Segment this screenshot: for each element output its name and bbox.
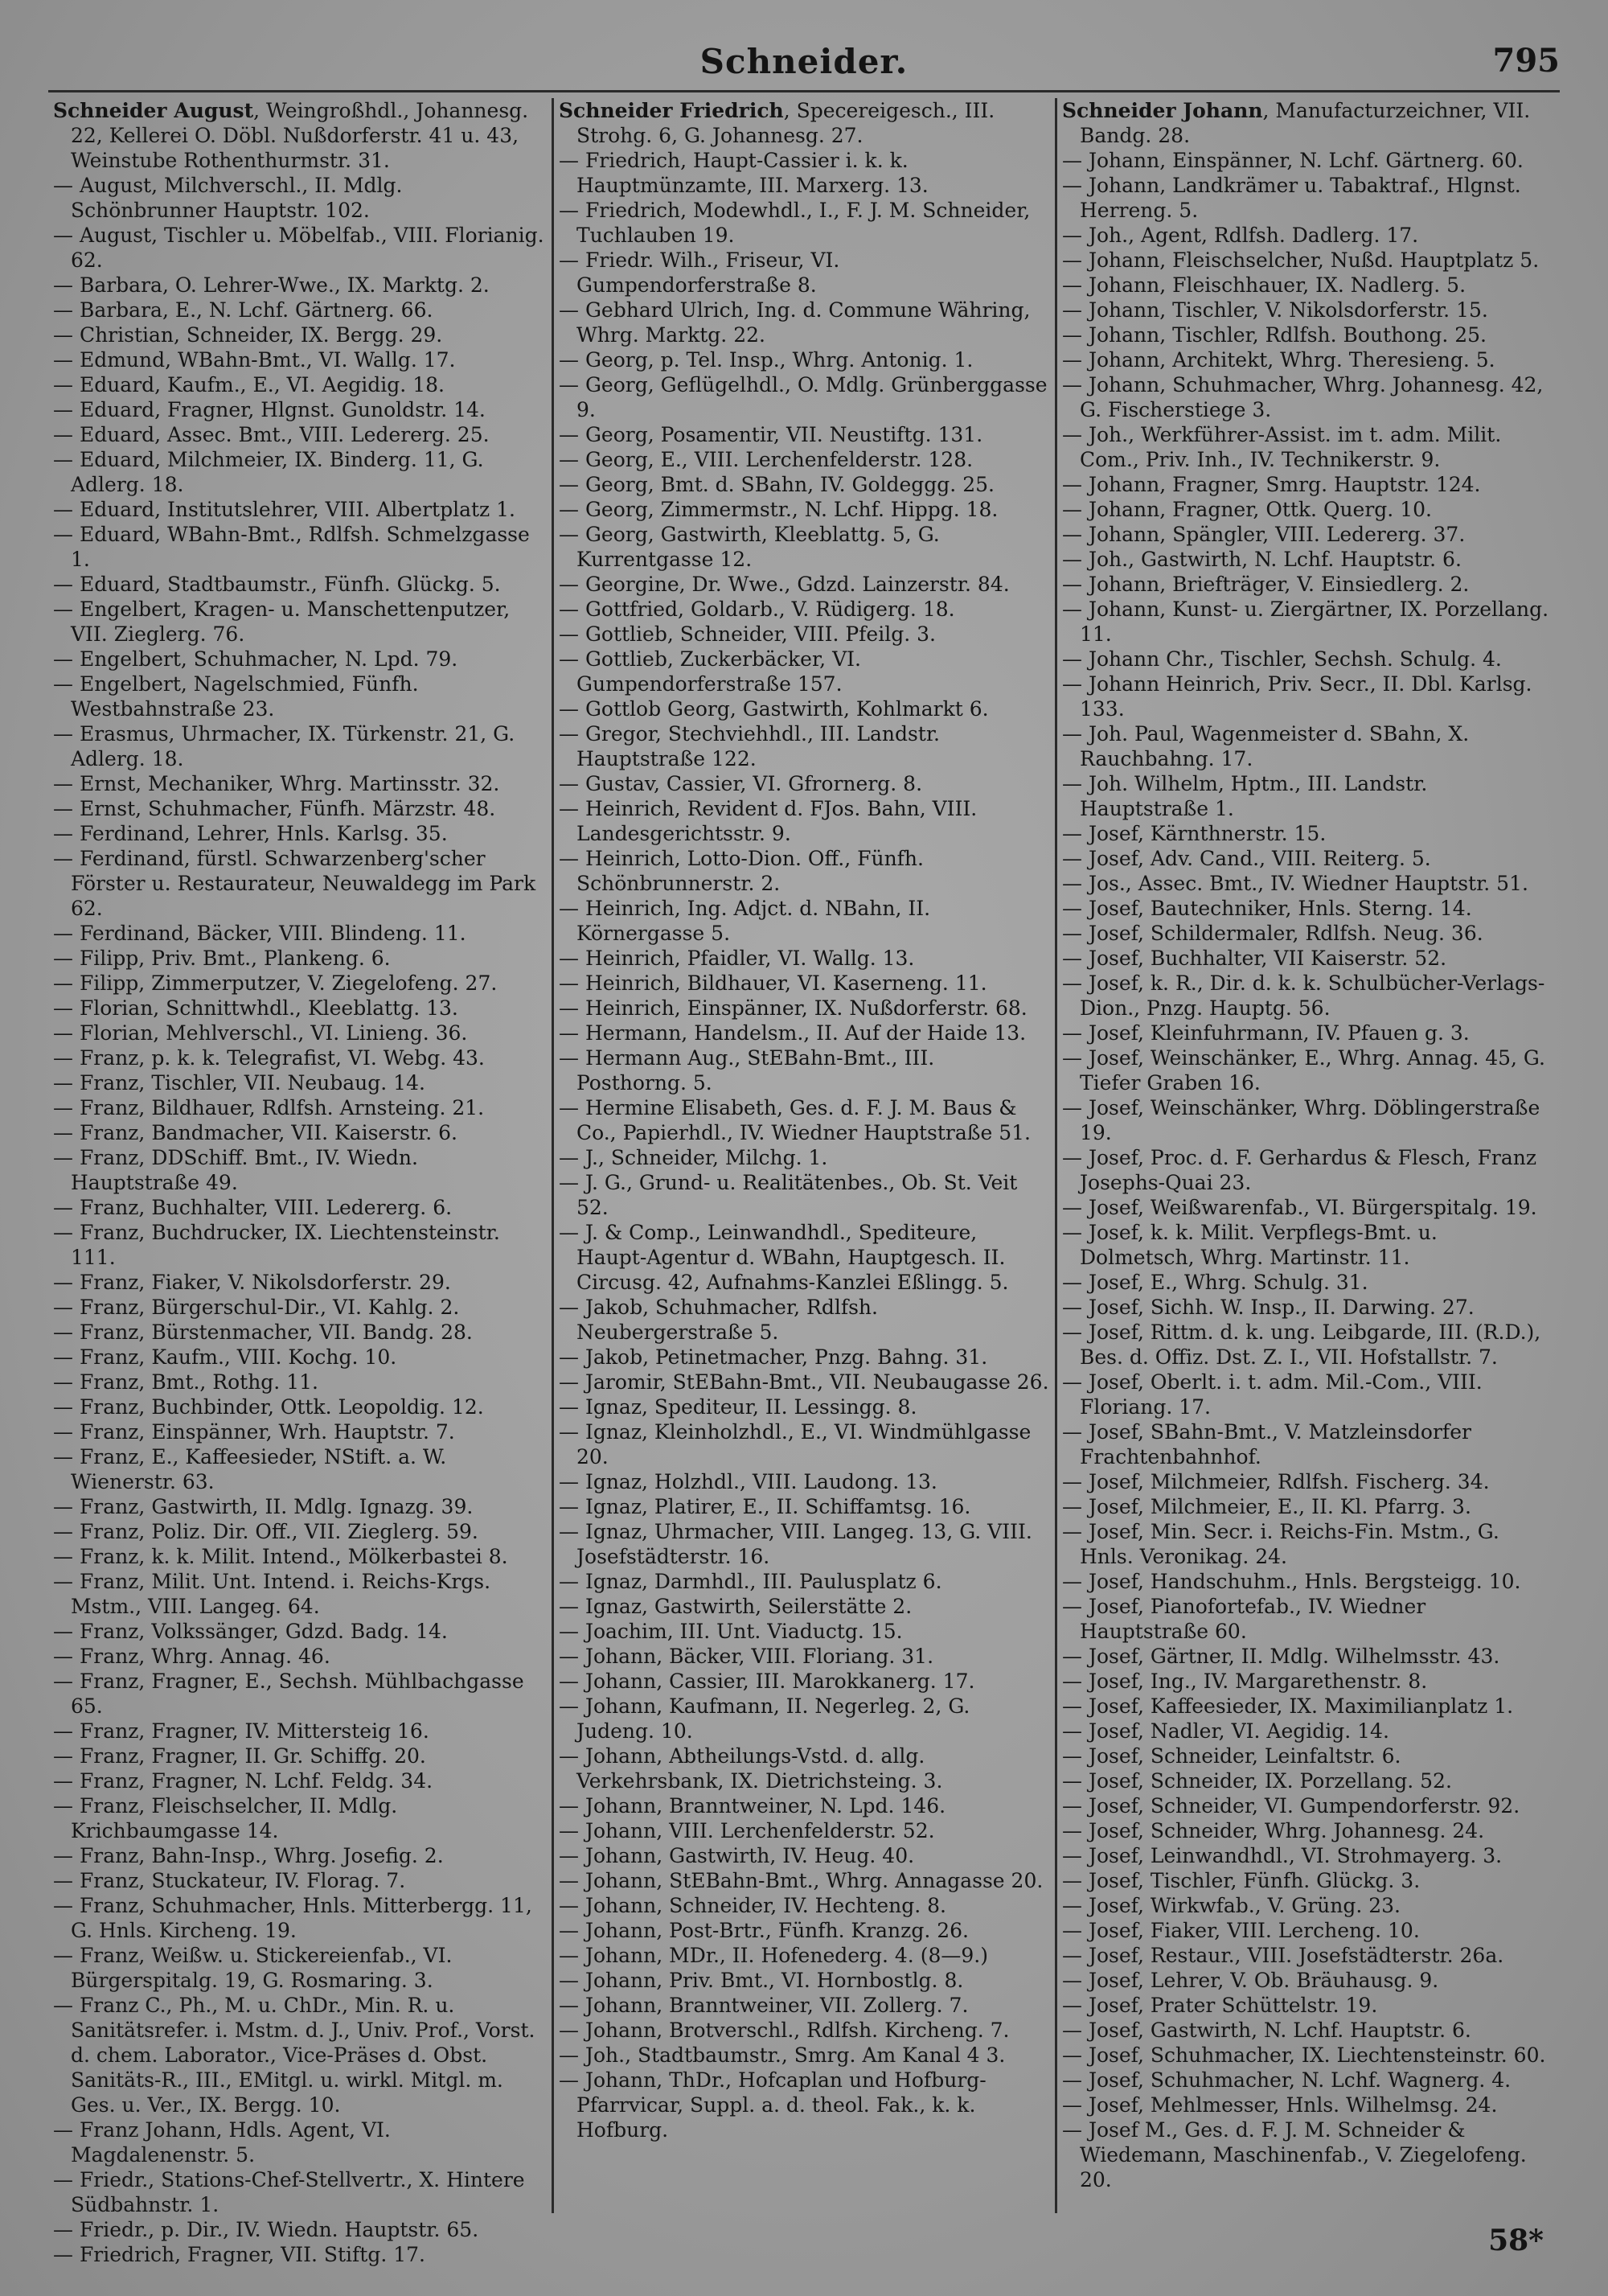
directory-entry: — Georg, p. Tel. Insp., Whrg. Antonig. 1. bbox=[559, 348, 974, 372]
directory-entry: — Gottlob Georg, Gastwirth, Kohlmarkt 6. bbox=[559, 697, 989, 721]
directory-entry: — Johann, Kunst- u. Ziergärtner, IX. Porzellang. 11. bbox=[1062, 598, 1549, 646]
directory-entry: — Edmund, WBahn-Bmt., VI. Wallg. 17. bbox=[53, 348, 456, 372]
directory-entry: — Franz, Weißw. u. Stickereienfab., VI. Bürgerspitalg. 19, G. Rosmaring. 3. bbox=[53, 1944, 453, 1992]
directory-entry: — Franz, Buchbinder, Ottk. Leopoldig. 12. bbox=[53, 1395, 484, 1419]
directory-entry: — Johann, Einspänner, N. Lchf. Gärtnerg. 60. bbox=[1062, 149, 1524, 172]
directory-entry: — Ignaz, Uhrmacher, VIII. Langeg. 13, G. VIII. Josefstädterstr. 16. bbox=[559, 1520, 1032, 1568]
directory-entry: — Ignaz, Kleinholzhdl., E., VI. Windmühlgasse 20. bbox=[559, 1420, 1032, 1468]
directory-entry: — Johann, Post-Brtr., Fünfh. Kranzg. 26. bbox=[559, 1919, 969, 1942]
directory-entry: — Georg, Gastwirth, Kleeblattg. 5, G. Kurrentgasse 12. bbox=[559, 523, 940, 571]
directory-entry: — Franz, Fragner, E., Sechsh. Mühlbachgasse 65. bbox=[53, 1670, 524, 1718]
directory-entry: — Franz, Kaufm., VIII. Kochg. 10. bbox=[53, 1345, 397, 1369]
directory-entry: — Franz, k. k. Milit. Intend., Mölkerbastei 8. bbox=[53, 1545, 508, 1568]
directory-entry: — Josef, Prater Schüttelstr. 19. bbox=[1062, 1994, 1378, 2017]
directory-entry: — Franz, Bandmacher, VII. Kaiserstr. 6. bbox=[53, 1121, 457, 1144]
directory-entry: — Engelbert, Nagelschmied, Fünfh. Westbahnstraße 23. bbox=[53, 672, 419, 721]
directory-entry: — Johann, Gastwirth, IV. Heug. 40. bbox=[559, 1844, 915, 1867]
directory-entry: — Heinrich, Bildhauer, VI. Kaserneng. 11. bbox=[559, 971, 987, 995]
directory-entry: — Joh., Werkführer-Assist. im t. adm. Milit. Com., Priv. Inh., IV. Technikerstr. 9. bbox=[1062, 423, 1502, 471]
directory-entry: — Ignaz, Darmhdl., III. Paulusplatz 6. bbox=[559, 1570, 942, 1593]
directory-entry: — Heinrich, Lotto-Dion. Off., Fünfh. Schönbrunnerstr. 2. bbox=[559, 847, 924, 895]
directory-entry: — Johann, Fleischselcher, Nußd. Hauptplatz 5. bbox=[1062, 248, 1540, 272]
directory-entry: — Christian, Schneider, IX. Bergg. 29. bbox=[53, 323, 443, 347]
directory-entry: — Josef, Tischler, Fünfh. Glückg. 3. bbox=[1062, 1869, 1421, 1892]
directory-entry: — Josef, Min. Secr. i. Reichs-Fin. Mstm., G. Hnls. Veronikag. 24. bbox=[1062, 1520, 1499, 1568]
directory-entry: — Johann, Tischler, V. Nikolsdorferstr. 15. bbox=[1062, 298, 1488, 322]
page-title: Schneider. bbox=[699, 42, 909, 81]
directory-entry: — J., Schneider, Milchg. 1. bbox=[559, 1146, 828, 1169]
directory-entry: — Johann, Brotverschl., Rdlfsh. Kircheng. 7. bbox=[559, 2019, 1010, 2042]
directory-entry: — Gottlieb, Zuckerbäcker, VI. Gumpendorferstraße 157. bbox=[559, 647, 861, 696]
directory-entry: — Josef, Ing., IV. Margarethenstr. 8. bbox=[1062, 1670, 1428, 1693]
directory-entry: — Eduard, Stadtbaumstr., Fünfh. Glückg. 5. bbox=[53, 573, 501, 596]
directory-entry: — Josef, Mehlmesser, Hnls. Wilhelmsg. 24. bbox=[1062, 2093, 1498, 2117]
directory-entry: — Josef, SBahn-Bmt., V. Matzleinsdorfer Frachtenbahnhof. bbox=[1062, 1420, 1471, 1468]
directory-entry: — Hermann, Handelsm., II. Auf der Haide 13. bbox=[559, 1021, 1027, 1045]
directory-entry: — Franz, Bahn-Insp., Whrg. Josefig. 2. bbox=[53, 1844, 444, 1867]
directory-entry: — Franz, Volkssänger, Gdzd. Badg. 14. bbox=[53, 1620, 448, 1643]
directory-entry: — Franz, Buchdrucker, IX. Liechtensteinstr. 111. bbox=[53, 1221, 500, 1269]
directory-entry: — Franz, Gastwirth, II. Mdlg. Ignazg. 39. bbox=[53, 1495, 474, 1518]
directory-entry: — Johann, Abtheilungs-Vstd. d. allg. Verkehrsbank, IX. Dietrichsteing. 3. bbox=[559, 1744, 943, 1793]
directory-entry: — Franz, DDSchiff. Bmt., IV. Wiedn. Hauptstraße 49. bbox=[53, 1146, 418, 1194]
directory-entry: — Franz, Bürstenmacher, VII. Bandg. 28. bbox=[53, 1321, 473, 1344]
directory-entry: — Friedr. Wilh., Friseur, VI. Gumpendorferstraße 8. bbox=[559, 248, 840, 297]
directory-entry: — Franz, Schuhmacher, Hnls. Mitterbergg. 11, G. Hnls. Kircheng. 19. bbox=[53, 1894, 532, 1942]
directory-entry: — Josef, Proc. d. F. Gerhardus & Flesch, Franz Josephs-Quai 23. bbox=[1062, 1146, 1537, 1194]
directory-entry: — Josef, Weinschänker, E., Whrg. Annag. 45, G. Tiefer Graben 16. bbox=[1062, 1046, 1545, 1095]
directory-entry: — Georg, Geflügelhdl., O. Mdlg. Grünberggasse 9. bbox=[559, 373, 1048, 421]
directory-entry: — Heinrich, Ing. Adjct. d. NBahn, II. Körnergasse 5. bbox=[559, 897, 931, 945]
directory-entry: — Jaromir, StEBahn-Bmt., VII. Neubaugasse 26. bbox=[559, 1370, 1049, 1394]
directory-entry: — Eduard, WBahn-Bmt., Rdlfsh. Schmelzgasse 1. bbox=[53, 523, 530, 571]
directory-entry: — Franz, Bürgerschul-Dir., VI. Kahlg. 2. bbox=[53, 1296, 460, 1319]
directory-entry: — Barbara, E., N. Lchf. Gärtnerg. 66. bbox=[53, 298, 433, 322]
directory-entry: — Friedrich, Modewhdl., I., F. J. M. Schneider, Tuchlauben 19. bbox=[559, 199, 1031, 247]
directory-entry: — Georg, Posamentir, VII. Neustiftg. 131. bbox=[559, 423, 983, 446]
directory-entry: — Franz, p. k. k. Telegrafist, VI. Webg. 43. bbox=[53, 1046, 485, 1070]
directory-entry: — Josef, Buchhalter, VII Kaiserstr. 52. bbox=[1062, 947, 1447, 970]
directory-entry: — Franz, Fleischselcher, II. Mdlg. Krichbaumgasse 14. bbox=[53, 1794, 398, 1842]
directory-entry: — Friedrich, Fragner, VII. Stiftg. 17. bbox=[53, 2243, 426, 2266]
directory-entry: — Franz, Fragner, N. Lchf. Feldg. 34. bbox=[53, 1769, 433, 1793]
directory-entry: — Jakob, Petinetmacher, Pnzg. Bahng. 31. bbox=[559, 1345, 988, 1369]
directory-entry: — Josef, Schneider, VI. Gumpendorferstr. 92. bbox=[1062, 1794, 1520, 1817]
directory-entry: — Josef, E., Whrg. Schulg. 31. bbox=[1062, 1271, 1368, 1294]
directory-entry: — Ignaz, Spediteur, II. Lessingg. 8. bbox=[559, 1395, 917, 1419]
directory-entry: — Josef M., Ges. d. F. J. M. Schneider & Wiedemann, Maschinenfab., V. Ziegelofeng. 20. bbox=[1062, 2118, 1527, 2191]
directory-entry: — Franz, E., Kaffeesieder, NStift. a. W. Wienerstr. 63. bbox=[53, 1445, 447, 1493]
directory-entry: — Jos., Assec. Bmt., IV. Wiedner Hauptstr. 51. bbox=[1062, 872, 1528, 895]
directory-entry: — Josef, Restaur., VIII. Josefstädterstr. 26a. bbox=[1062, 1944, 1504, 1967]
directory-entry: — Josef, Handschuhm., Hnls. Bergsteigg. 10. bbox=[1062, 1570, 1521, 1593]
directory-entry: — Franz, Stuckateur, IV. Florag. 7. bbox=[53, 1869, 406, 1892]
page-number: 795 bbox=[1492, 42, 1560, 80]
directory-entry: — Josef, Leinwandhdl., VI. Strohmayerg. 3. bbox=[1062, 1844, 1503, 1867]
directory-entry: — J. G., Grund- u. Realitätenbes., Ob. St. Veit 52. bbox=[559, 1171, 1018, 1219]
directory-entry: — Johann, ThDr., Hofcaplan und Hofburg-Pfarrvicar, Suppl. a. d. theol. Fak., k. k. Hofburg. bbox=[559, 2068, 987, 2142]
directory-entry: — Friedr., p. Dir., IV. Wiedn. Hauptstr. 65. bbox=[53, 2218, 479, 2241]
directory-entry: — Josef, Bautechniker, Hnls. Sterng. 14. bbox=[1062, 897, 1472, 920]
directory-entry: — Johann, Fleischhauer, IX. Nadlerg. 5. bbox=[1062, 273, 1466, 297]
directory-entry: — Franz, Bmt., Rothg. 11. bbox=[53, 1370, 318, 1394]
directory-entry: — Josef, Sichh. W. Insp., II. Darwing. 27. bbox=[1062, 1296, 1475, 1319]
directory-entry: — Josef, Fiaker, VIII. Lercheng. 10. bbox=[1062, 1919, 1420, 1942]
directory-entry: — Engelbert, Kragen- u. Manschettenputzer, VII. Zieglerg. 76. bbox=[53, 598, 511, 646]
directory-entry: — Franz, Milit. Unt. Intend. i. Reichs-Krgs. Mstm., VIII. Langeg. 64. bbox=[53, 1570, 491, 1618]
directory-entry: — Franz, Poliz. Dir. Off., VII. Zieglerg. 59. bbox=[53, 1520, 478, 1543]
directory-entry: — Johann, Branntweiner, N. Lpd. 146. bbox=[559, 1794, 946, 1817]
directory-entry: — Barbara, O. Lehrer-Wwe., IX. Marktg. 2. bbox=[53, 273, 490, 297]
directory-entry: — Johann Chr., Tischler, Sechsh. Schulg. 4. bbox=[1062, 647, 1502, 671]
directory-entry: — Eduard, Fragner, Hlgnst. Gunoldstr. 14. bbox=[53, 398, 486, 421]
directory-entry: — Franz, Fragner, IV. Mittersteig 16. bbox=[53, 1719, 429, 1743]
directory-entry: — Josef, Milchmeier, E., II. Kl. Pfarrg. 3. bbox=[1062, 1495, 1471, 1518]
directory-entry: — Eduard, Milchmeier, IX. Binderg. 11, G. Adlerg. 18. bbox=[53, 448, 484, 496]
directory-entry: — Gregor, Stechviehhdl., III. Landstr. Hauptstraße 122. bbox=[559, 722, 940, 770]
directory-entry: — Franz, Whrg. Annag. 46. bbox=[53, 1645, 330, 1668]
directory-entry: — Johann, VIII. Lerchenfelderstr. 52. bbox=[559, 1819, 935, 1842]
directory-entry: — Johann, MDr., II. Hofenederg. 4. (8—9.) bbox=[559, 1944, 988, 1967]
directory-entry: — Johann, Priv. Bmt., VI. Hornbostlg. 8. bbox=[559, 1969, 964, 1992]
directory-entry: — Heinrich, Einspänner, IX. Nußdorferstr. 68. bbox=[559, 996, 1028, 1020]
directory-entry: — Gebhard Ulrich, Ing. d. Commune Währing, Whrg. Marktg. 22. bbox=[559, 298, 1031, 347]
directory-entry: — Josef, Milchmeier, Rdlfsh. Fischerg. 34. bbox=[1062, 1470, 1490, 1493]
directory-entry: — Eduard, Institutslehrer, VIII. Albertplatz 1. bbox=[53, 498, 515, 521]
directory-entry: — Josef, Pianofortefab., IV. Wiedner Hauptstraße 60. bbox=[1062, 1595, 1426, 1643]
directory-entry: — Josef, Weinschänker, Whrg. Döblingerstraße 19. bbox=[1062, 1096, 1540, 1144]
directory-entry: — Joh., Stadtbaumstr., Smrg. Am Kanal 4 3. bbox=[559, 2043, 1006, 2067]
directory-entry: — Josef, Schneider, Leinfaltstr. 6. bbox=[1062, 1744, 1401, 1768]
directory-entry: — Josef, Gastwirth, N. Lchf. Hauptstr. 6. bbox=[1062, 2019, 1471, 2042]
directory-entry: — Josef, Schuhmacher, IX. Liechtensteinstr. 60. bbox=[1062, 2043, 1546, 2067]
directory-entry: — Josef, Gärtner, II. Mdlg. Wilhelmsstr. 43. bbox=[1062, 1645, 1500, 1668]
directory-entry: — Joh., Agent, Rdlfsh. Dadlerg. 17. bbox=[1062, 224, 1419, 247]
directory-entry: — Gottlieb, Schneider, VIII. Pfeilg. 3. bbox=[559, 622, 936, 646]
directory-entry: — Johann, Fragner, Smrg. Hauptstr. 124. bbox=[1062, 473, 1481, 496]
directory-entry: — Josef, Adv. Cand., VIII. Reiterg. 5. bbox=[1062, 847, 1431, 870]
directory-entry: — Josef, Rittm. d. k. ung. Leibgarde, III. (R.D.), Bes. d. Offiz. Dst. Z. I., VII. Hofstallstr. 7. bbox=[1062, 1321, 1541, 1369]
directory-entry: Schneider August, Weingroßhdl., Johannesg. 22, Kellerei O. Döbl. Nußdorferstr. 41 u. 43, Weinstube Rothenthurmstr. 31. bbox=[53, 99, 529, 172]
directory-entry: — Johann, StEBahn-Bmt., Whrg. Annagasse 20. bbox=[559, 1869, 1044, 1892]
directory-entry: — Johann, Bäcker, VIII. Floriang. 31. bbox=[559, 1645, 934, 1668]
directory-entry: — Johann, Landkrämer u. Tabaktraf., Hlgnst. Herreng. 5. bbox=[1062, 174, 1521, 222]
directory-entry: — Johann, Briefträger, V. Einsiedlerg. 2. bbox=[1062, 573, 1470, 596]
directory-entry: — Franz, Einspänner, Wrh. Hauptstr. 7. bbox=[53, 1420, 455, 1444]
directory-entry: — Ferdinand, Bäcker, VIII. Blindeng. 11. bbox=[53, 922, 466, 945]
directory-entry: — Hermann Aug., StEBahn-Bmt., III. Posthorng. 5. bbox=[559, 1046, 935, 1095]
directory-entry: — Heinrich, Revident d. FJos. Bahn, VIII. Landesgerichtsstr. 9. bbox=[559, 797, 978, 845]
directory-entry: — Eduard, Assec. Bmt., VIII. Ledererg. 25. bbox=[53, 423, 490, 446]
directory-entry: — Franz, Bildhauer, Rdlfsh. Arnsteing. 21. bbox=[53, 1096, 485, 1119]
directory-entry: Schneider Friedrich, Specereigesch., III. Strohg. 6, G. Johannesg. 27. bbox=[559, 99, 995, 147]
directory-entry: — Ignaz, Gastwirth, Seilerstätte 2. bbox=[559, 1595, 913, 1618]
directory-entry: — Josef, Weißwarenfab., VI. Bürgerspitalg. 19. bbox=[1062, 1196, 1537, 1219]
directory-entry: — Josef, k. R., Dir. d. k. k. Schulbücher-Verlags-Dion., Pnzg. Hauptg. 56. bbox=[1062, 971, 1545, 1020]
directory-entry: — Johann, Fragner, Ottk. Querg. 10. bbox=[1062, 498, 1432, 521]
directory-entry: — Engelbert, Schuhmacher, N. Lpd. 79. bbox=[53, 647, 458, 671]
directory-entry: — Gottfried, Goldarb., V. Rüdigerg. 18. bbox=[559, 598, 955, 621]
directory-entry: — Georgine, Dr. Wwe., Gdzd. Lainzerstr. 84. bbox=[559, 573, 1010, 596]
directory-entry: — Josef, Nadler, VI. Aegidig. 14. bbox=[1062, 1719, 1389, 1743]
directory-entry: — Josef, Schneider, Whrg. Johannesg. 24. bbox=[1062, 1819, 1485, 1842]
directory-entry: — Josef, Lehrer, V. Ob. Bräuhausg. 9. bbox=[1062, 1969, 1439, 1992]
directory-entry: — Josef, Schneider, IX. Porzellang. 52. bbox=[1062, 1769, 1452, 1793]
directory-entry: — Franz C., Ph., M. u. ChDr., Min. R. u. Sanitätsrefer. i. Mstm. d. J., Univ. Prof., Vorst. d. chem. Laborator., Vice-Präses d. Obst. Sanitäts-R., III., EMitgl. u. wirkl. Mitgl. m. Ges. u. Ver., IX. Bergg. 10. bbox=[53, 1994, 535, 2117]
directory-entry: — Josef, Kärnthnerstr. 15. bbox=[1062, 822, 1327, 845]
directory-entry: — Friedr., Stations-Chef-Stellvertr., X. Hintere Südbahnstr. 1. bbox=[53, 2168, 525, 2216]
directory-entry: — Hermine Elisabeth, Ges. d. F. J. M. Baus & Co., Papierhdl., IV. Wiedner Hauptstraße 51. bbox=[559, 1096, 1031, 1144]
directory-entry: — Johann, Tischler, Rdlfsh. Bouthong. 25. bbox=[1062, 323, 1487, 347]
directory-entry: — Johann, Spängler, VIII. Ledererg. 37. bbox=[1062, 523, 1466, 546]
directory-entry: — Josef, Schildermaler, Rdlfsh. Neug. 36. bbox=[1062, 922, 1483, 945]
directory-entry: — Heinrich, Pfaidler, VI. Wallg. 13. bbox=[559, 947, 915, 970]
directory-entry: — Georg, E., VIII. Lerchenfelderstr. 128. bbox=[559, 448, 974, 471]
directory-entry: Schneider Johann, Manufacturzeichner, VII. Bandg. 28. bbox=[1062, 99, 1531, 147]
directory-entry: — Franz, Fragner, II. Gr. Schiffg. 20. bbox=[53, 1744, 426, 1768]
directory-entry: — Joh. Paul, Wagenmeister d. SBahn, X. Rauchbahng. 17. bbox=[1062, 722, 1470, 770]
directory-entry: — Josef, Schuhmacher, N. Lchf. Wagnerg. 4. bbox=[1062, 2068, 1512, 2092]
directory-entry: — Josef, Kleinfuhrmann, IV. Pfauen g. 3. bbox=[1062, 1021, 1470, 1045]
directory-entry: — Ferdinand, Lehrer, Hnls. Karlsg. 35. bbox=[53, 822, 448, 845]
column-2 bbox=[552, 98, 1055, 2213]
directory-entry: — Filipp, Zimmerputzer, V. Ziegelofeng. 27. bbox=[53, 971, 498, 995]
directory-entry: — Florian, Schnittwhdl., Kleeblattg. 13. bbox=[53, 996, 458, 1020]
directory-entry: — August, Tischler u. Möbelfab., VIII. Florianig. 62. bbox=[53, 224, 544, 272]
directory-entry: — Friedrich, Haupt-Cassier i. k. k. Hauptmünzamte, III. Marxerg. 13. bbox=[559, 149, 929, 197]
header-rule bbox=[48, 90, 1560, 92]
directory-entry: — Johann, Branntweiner, VII. Zollerg. 7. bbox=[559, 1994, 969, 2017]
directory-entry: — Johann Heinrich, Priv. Secr., II. Dbl. Karlsg. 133. bbox=[1062, 672, 1532, 721]
directory-entry: — Johann, Schneider, IV. Hechteng. 8. bbox=[559, 1894, 946, 1917]
directory-entry: — Georg, Zimmermstr., N. Lchf. Hippg. 18. bbox=[559, 498, 999, 521]
printer-signature: 58* bbox=[1488, 2224, 1544, 2257]
directory-entry: — Erasmus, Uhrmacher, IX. Türkenstr. 21, G. Adlerg. 18. bbox=[53, 722, 515, 770]
directory-entry: — Josef, Kaffeesieder, IX. Maximilianplatz 1. bbox=[1062, 1694, 1514, 1718]
directory-entry: — Franz, Tischler, VII. Neubaug. 14. bbox=[53, 1071, 425, 1095]
directory-entry: — J. & Comp., Leinwandhdl., Spediteure, Haupt-Agentur d. WBahn, Hauptgesch. II. Circusg. 42, Aufnahms-Kanzlei Eßlingg. 5. bbox=[559, 1221, 1009, 1294]
directory-entry: — Johann, Architekt, Whrg. Theresieng. 5. bbox=[1062, 348, 1495, 372]
directory-entry: — Georg, Bmt. d. SBahn, IV. Goldeggg. 25. bbox=[559, 473, 995, 496]
directory-entry: — Ernst, Mechaniker, Whrg. Martinsstr. 32. bbox=[53, 772, 500, 795]
directory-entry: — Josef, k. k. Milit. Verpflegs-Bmt. u. Dolmetsch, Whrg. Martinstr. 11. bbox=[1062, 1221, 1438, 1269]
directory-entry: — Ernst, Schuhmacher, Fünfh. Märzstr. 48. bbox=[53, 797, 496, 820]
directory-entry: — Josef, Oberlt. i. t. adm. Mil.-Com., VIII. Floriang. 17. bbox=[1062, 1370, 1483, 1419]
directory-entry: — Eduard, Kaufm., E., VI. Aegidig. 18. bbox=[53, 373, 445, 396]
directory-entry: — Joh. Wilhelm, Hptm., III. Landstr. Hauptstraße 1. bbox=[1062, 772, 1428, 820]
directory-entry: — Florian, Mehlverschl., VI. Linieng. 36. bbox=[53, 1021, 468, 1045]
directory-entry: — August, Milchverschl., II. Mdlg. Schönbrunner Hauptstr. 102. bbox=[53, 174, 403, 222]
directory-entry: — Franz, Buchhalter, VIII. Ledererg. 6. bbox=[53, 1196, 453, 1219]
directory-entry: — Franz Johann, Hdls. Agent, VI. Magdalenenstr. 5. bbox=[53, 2118, 391, 2167]
directory-entry: — Johann, Cassier, III. Marokkanerg. 17. bbox=[559, 1670, 975, 1693]
directory-entry: — Joachim, III. Unt. Viaductg. 15. bbox=[559, 1620, 903, 1643]
directory-entry: — Joh., Gastwirth, N. Lchf. Hauptstr. 6. bbox=[1062, 548, 1462, 571]
column-1 bbox=[48, 98, 552, 2266]
directory-entry: — Jakob, Schuhmacher, Rdlfsh. Neubergerstraße 5. bbox=[559, 1296, 878, 1344]
directory-entry: — Josef, Wirkwfab., V. Grüng. 23. bbox=[1062, 1894, 1401, 1917]
directory-entry: — Gustav, Cassier, VI. Gfrornerg. 8. bbox=[559, 772, 923, 795]
directory-entry: — Franz, Fiaker, V. Nikolsdorferstr. 29. bbox=[53, 1271, 451, 1294]
directory-entry: — Johann, Schuhmacher, Whrg. Johannesg. 42, G. Fischerstiege 3. bbox=[1062, 373, 1544, 421]
directory-entry: — Filipp, Priv. Bmt., Plankeng. 6. bbox=[53, 947, 391, 970]
column-3 bbox=[1055, 98, 1558, 2213]
directory-entry: — Ferdinand, fürstl. Schwarzenberg'scher Förster u. Restaurateur, Neuwaldegg im Park 62. bbox=[53, 847, 536, 920]
directory-entry: — Ignaz, Holzhdl., VIII. Laudong. 13. bbox=[559, 1470, 937, 1493]
directory-entry: — Johann, Kaufmann, II. Negerleg. 2, G. Judeng. 10. bbox=[559, 1694, 970, 1743]
directory-entry: — Ignaz, Platirer, E., II. Schiffamtsg. 16. bbox=[559, 1495, 971, 1518]
